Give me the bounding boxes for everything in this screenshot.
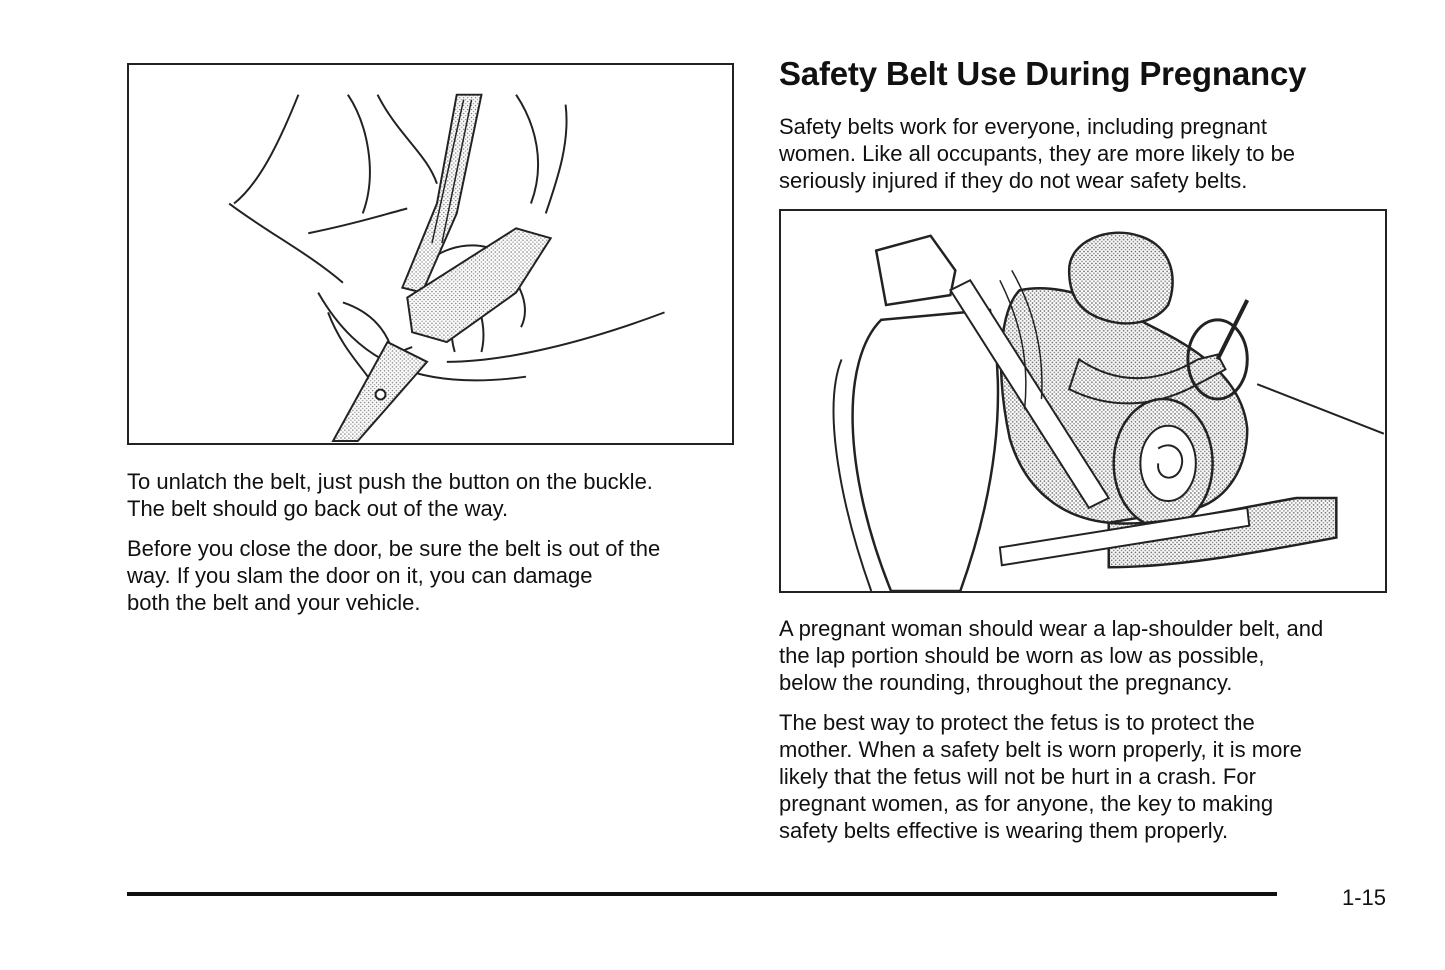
lap-belt-paragraph: A pregnant woman should wear a lap-shoulder belt, and the lap portion should be worn as low as possible, below the rounding, throughout the pregnancy. — [779, 616, 1324, 695]
left-column-text — [127, 468, 737, 629]
pregnancy-belt-illustration — [779, 209, 1387, 593]
unlatch-belt-illustration — [127, 63, 734, 445]
unlatch-paragraph: To unlatch the belt, just push the button on the buckle. The belt should go back out of the way. — [127, 469, 653, 521]
close-door-paragraph: Before you close the door, be sure the belt is out of the way. If you slam the door on it, you can damage both the belt and your vehicle. — [127, 536, 661, 615]
footer-rule — [127, 892, 1277, 896]
page-number: 1-15 — [1342, 885, 1387, 910]
protect-fetus-paragraph: The best way to protect the fetus is to protect the mother. When a safety belt is worn properly, it is more likely that the fetus will not be hurt in a crash. For pregnant women, as for anyone, the key to making safety belts effective is wearing them properly. — [779, 710, 1302, 843]
section-heading: Safety Belt Use During Pregnancy — [779, 55, 1307, 92]
unlatch-belt-drawing — [129, 65, 732, 443]
right-column-text — [779, 615, 1394, 857]
intro-paragraph: Safety belts work for everyone, including pregnant women. Like all occupants, they are more likely to be seriously injured if they do not wear safety belts. — [779, 114, 1296, 193]
pregnancy-belt-drawing — [781, 211, 1385, 591]
